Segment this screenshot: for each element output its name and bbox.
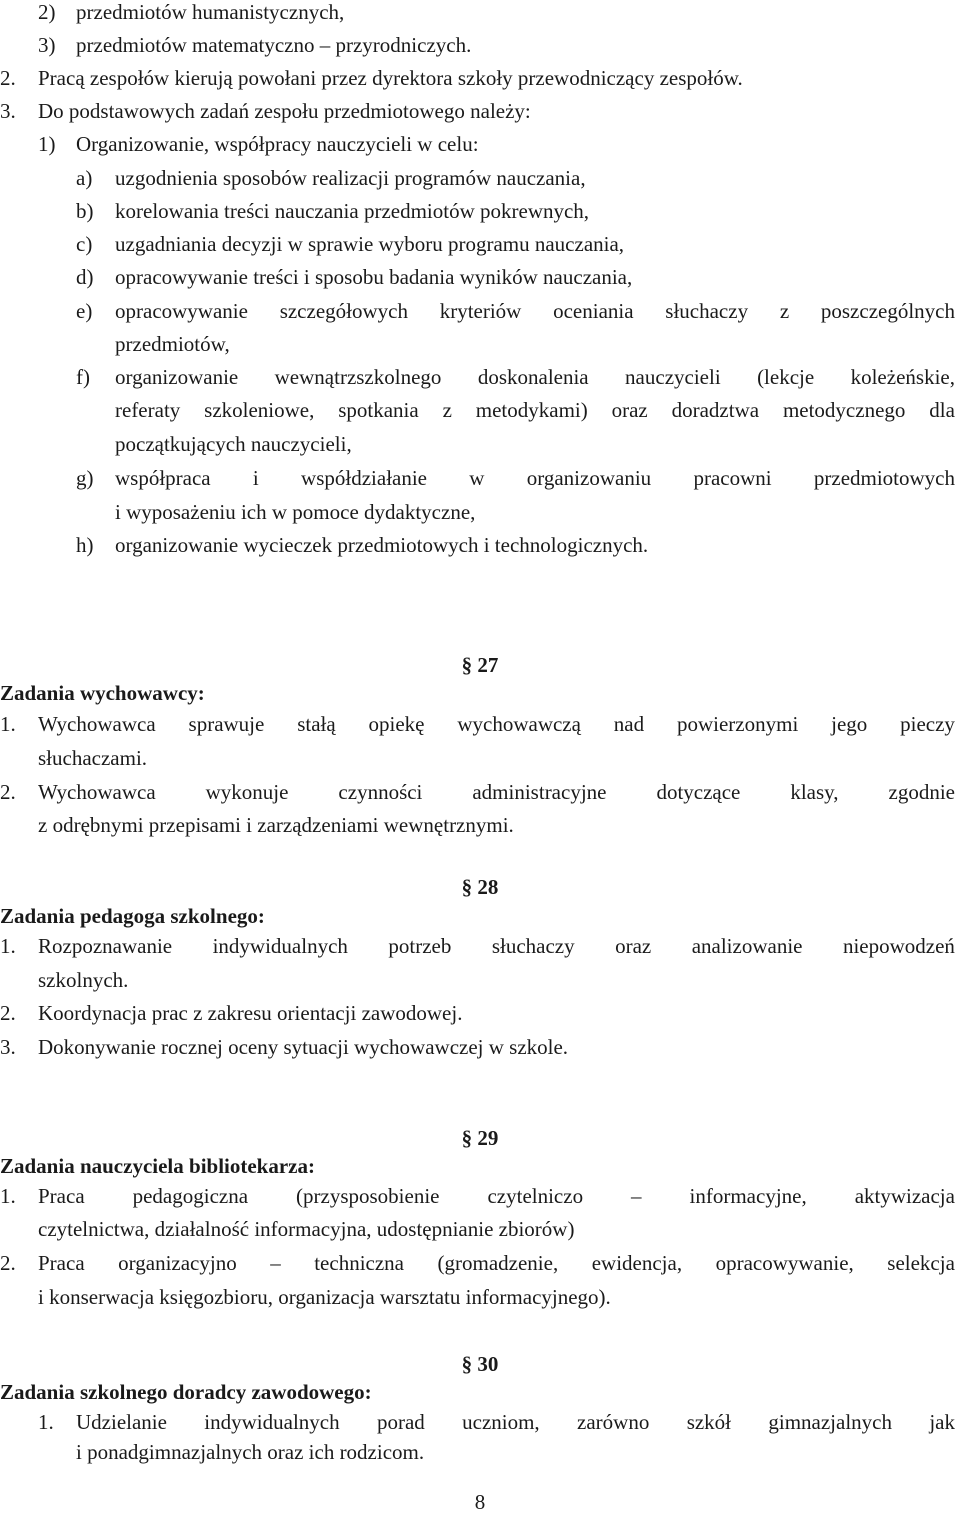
sub-item-letter: a): [76, 166, 93, 190]
list-item-text-continued: czytelnictwa, działalność informacyjna, udostępnianie zbiorów): [38, 1217, 575, 1241]
sub-item-text: uzgadniania decyzji w sprawie wyboru programu nauczania,: [115, 232, 625, 256]
sub-item-text: współpraca i współdziałanie w organizowaniu pracowni przedmiotowych: [115, 466, 955, 490]
list-number: 1.: [0, 712, 16, 736]
list-item-text: Wychowawca sprawuje stałą opiekę wychowawczą nad powierzonymi jego pieczy: [38, 712, 955, 736]
list-number: 3.: [0, 1035, 16, 1059]
list-item-text: Rozpoznawanie indywidualnych potrzeb słuchaczy oraz analizowanie niepowodzeń: [38, 934, 955, 958]
section-title-30: § 30: [461, 1352, 499, 1376]
sub-item-text-continued: początkujących nauczycieli,: [115, 432, 352, 456]
list-item-text-continued: i ponadgimnazjalnych oraz ich rodzicom.: [76, 1440, 425, 1464]
sub-item-letter: d): [76, 265, 94, 289]
section-title-28: § 28: [461, 875, 499, 899]
list-item-text: przedmiotów humanistycznych,: [76, 0, 345, 24]
list-number: 1.: [0, 1184, 16, 1208]
sub-item-letter: b): [76, 199, 94, 223]
sub-item-text: korelowania treści nauczania przedmiotów pokrewnych,: [115, 199, 590, 223]
sub-item-letter: c): [76, 232, 93, 256]
sub-item-letter: h): [76, 533, 94, 557]
section-heading: Zadania szkolnego doradcy zawodowego:: [0, 1380, 372, 1404]
list-item-text: Praca pedagogiczna (przysposobienie czytelniczo – informacyjne, aktywizacja: [38, 1184, 955, 1208]
list-number: 1.: [38, 1410, 54, 1434]
sub-item-text: opracowywanie szczegółowych kryteriów oceniania słuchaczy z poszczególnych: [115, 299, 955, 323]
list-number: 1): [38, 132, 56, 156]
sub-item-text-continued: referaty szkoleniowe, spotkania z metodykami) oraz doradztwa metodycznego dla: [115, 398, 955, 422]
list-number: 1.: [0, 934, 16, 958]
sub-item-text: organizowanie wycieczek przedmiotowych i technologicznych.: [115, 533, 649, 557]
section-title-29: § 29: [461, 1126, 499, 1150]
list-item-text: Dokonywanie rocznej oceny sytuacji wychowawczej w szkole.: [38, 1035, 569, 1059]
sub-item-text: uzgodnienia sposobów realizacji programów nauczania,: [115, 166, 586, 190]
list-item-text-continued: słuchaczami.: [38, 746, 148, 770]
list-number: 3): [38, 33, 56, 57]
section-heading: Zadania nauczyciela bibliotekarza:: [0, 1154, 315, 1178]
list-number: 2): [38, 0, 56, 24]
sub-item-text: opracowywanie treści i sposobu badania wyników nauczania,: [115, 265, 633, 289]
list-item-text: Koordynacja prac z zakresu orientacji zawodowej.: [38, 1001, 463, 1025]
section-title-27: § 27: [461, 653, 499, 677]
sub-item-letter: e): [76, 299, 93, 323]
sub-item-text-continued: przedmiotów,: [115, 332, 230, 356]
list-number: 2.: [0, 1001, 16, 1025]
list-number: 2.: [0, 780, 16, 804]
list-item-text: Praca organizacyjno – techniczna (gromadzenie, ewidencja, opracowywanie, selekcja: [38, 1251, 955, 1275]
paragraph-text: Pracą zespołów kierują powołani przez dyrektora szkoły przewodniczący zespołów.: [38, 66, 743, 90]
sub-item-letter: f): [76, 365, 90, 389]
list-item-text-continued: z odrębnymi przepisami i zarządzeniami wewnętrznymi.: [38, 813, 514, 837]
paragraph-number: 3.: [0, 99, 16, 123]
sub-item-letter: g): [76, 466, 94, 490]
list-item-text-continued: szkolnych.: [38, 968, 129, 992]
list-item-text: Organizowanie, współpracy nauczycieli w celu:: [76, 132, 479, 156]
sub-item-text-continued: i wyposażeniu ich w pomoce dydaktyczne,: [115, 500, 476, 524]
paragraph-number: 2.: [0, 66, 16, 90]
sub-item-text: organizowanie wewnątrzszkolnego doskonalenia nauczycieli (lekcje koleżeńskie,: [115, 365, 955, 389]
page-number: 8: [474, 1490, 486, 1514]
list-item-text: Wychowawca wykonuje czynności administracyjne dotyczące klasy, zgodnie: [38, 780, 955, 804]
paragraph-text: Do podstawowych zadań zespołu przedmiotowego należy:: [38, 99, 531, 123]
list-number: 2.: [0, 1251, 16, 1275]
list-item-text: Udzielanie indywidualnych porad uczniom, zarówno szkół gimnazjalnych jak: [76, 1410, 955, 1434]
list-item-text-continued: i konserwacja księgozbioru, organizacja warsztatu informacyjnego).: [38, 1285, 611, 1309]
list-item-text: przedmiotów matematyczno – przyrodniczych.: [76, 33, 472, 57]
section-heading: Zadania pedagoga szkolnego:: [0, 904, 265, 928]
section-heading: Zadania wychowawcy:: [0, 681, 205, 705]
